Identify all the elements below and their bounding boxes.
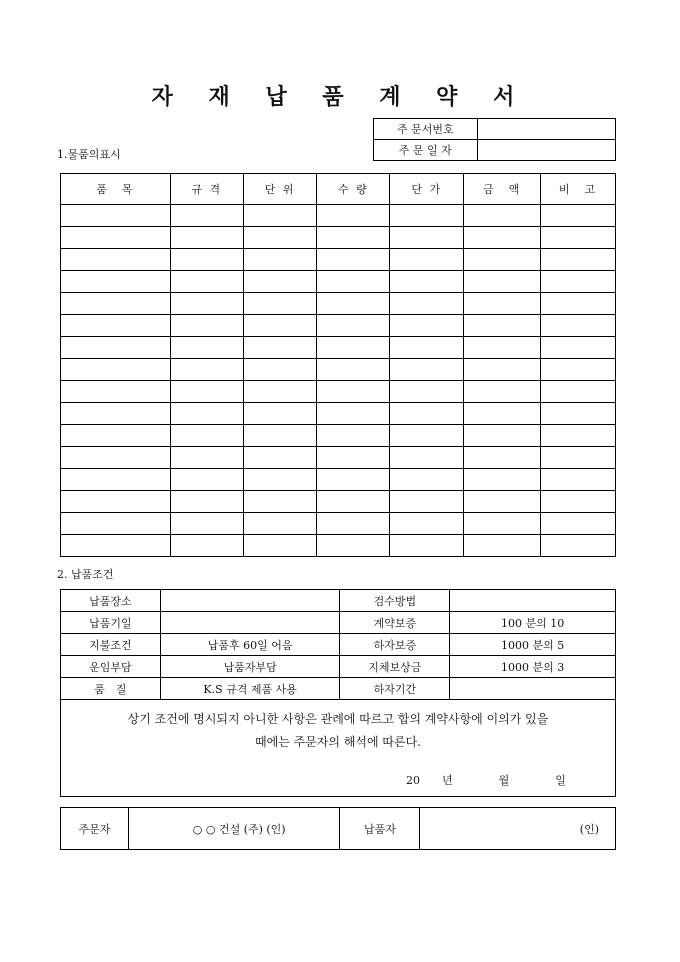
condition-label: 품 질 [61, 678, 161, 700]
table-row [61, 205, 616, 227]
table-cell[interactable] [541, 535, 616, 557]
table-row [61, 359, 616, 381]
table-row [61, 337, 616, 359]
table-cell[interactable] [243, 249, 317, 271]
condition-label: 납품장소 [61, 590, 161, 612]
table-cell[interactable] [541, 249, 616, 271]
table-cell[interactable] [61, 271, 171, 293]
table-cell[interactable] [541, 315, 616, 337]
table-cell[interactable] [464, 535, 541, 557]
table-cell[interactable] [61, 227, 171, 249]
supplier-label: 납품자 [340, 808, 420, 850]
table-row [61, 293, 616, 315]
table-cell[interactable] [390, 447, 464, 469]
table-cell[interactable] [464, 403, 541, 425]
table-cell[interactable] [390, 513, 464, 535]
header-quantity: 수 량 [317, 174, 390, 205]
table-cell[interactable] [317, 227, 390, 249]
condition-row [61, 634, 616, 656]
condition-row [61, 678, 616, 700]
supplier-value[interactable]: (인) [420, 808, 616, 850]
table-cell[interactable] [243, 535, 317, 557]
table-cell[interactable] [317, 535, 390, 557]
contract-date [406, 772, 566, 788]
table-cell[interactable] [464, 447, 541, 469]
table-cell[interactable] [541, 381, 616, 403]
items-header-row [61, 174, 616, 205]
table-cell[interactable] [464, 249, 541, 271]
table-cell[interactable] [170, 381, 243, 403]
condition-value[interactable] [160, 590, 340, 612]
terms-note-line1: 상기 조건에 명시되지 아니한 사항은 관례에 따르고 합의 계약사항에 이의가 있을 [127, 712, 549, 726]
table-cell[interactable] [390, 205, 464, 227]
orderer-value[interactable]: ○ ○ 건설 (주) (인) [128, 808, 340, 850]
condition-value[interactable]: 1000 분의 5 [450, 634, 616, 656]
table-cell[interactable] [61, 513, 171, 535]
table-cell[interactable] [243, 227, 317, 249]
header-amount: 금 액 [464, 174, 541, 205]
table-cell[interactable] [243, 403, 317, 425]
table-cell[interactable] [317, 205, 390, 227]
table-cell[interactable] [541, 205, 616, 227]
table-cell[interactable] [61, 469, 171, 491]
table-cell[interactable] [317, 491, 390, 513]
table-cell[interactable] [317, 513, 390, 535]
table-cell[interactable] [541, 425, 616, 447]
table-cell[interactable] [61, 359, 171, 381]
table-cell[interactable] [317, 469, 390, 491]
table-cell[interactable] [464, 491, 541, 513]
condition-value[interactable] [450, 678, 616, 700]
table-row [61, 535, 616, 557]
table-row [61, 469, 616, 491]
table-cell[interactable] [317, 403, 390, 425]
table-row [61, 425, 616, 447]
table-cell[interactable] [243, 293, 317, 315]
table-row [61, 271, 616, 293]
table-cell[interactable] [317, 271, 390, 293]
table-cell[interactable] [464, 293, 541, 315]
condition-value[interactable]: 납품자부담 [160, 656, 340, 678]
table-cell[interactable] [243, 315, 317, 337]
condition-label: 계약보증 [340, 612, 450, 634]
table-cell[interactable] [170, 403, 243, 425]
condition-label: 지체보상금 [340, 656, 450, 678]
order-number-field[interactable] [477, 119, 615, 140]
signature-table [60, 807, 616, 850]
table-cell[interactable] [170, 205, 243, 227]
table-cell[interactable] [61, 315, 171, 337]
table-cell[interactable] [243, 359, 317, 381]
table-cell[interactable] [170, 227, 243, 249]
table-cell[interactable] [541, 227, 616, 249]
document-title: 자 재 납 품 계 약 서 [151, 84, 529, 110]
table-cell[interactable] [61, 293, 171, 315]
items-table [60, 173, 616, 557]
table-cell[interactable] [170, 513, 243, 535]
table-cell[interactable] [390, 315, 464, 337]
condition-label: 지불조건 [61, 634, 161, 656]
table-cell[interactable] [464, 337, 541, 359]
table-cell[interactable] [390, 249, 464, 271]
table-cell[interactable] [390, 381, 464, 403]
table-cell[interactable] [61, 249, 171, 271]
table-cell[interactable] [61, 535, 171, 557]
table-cell[interactable] [61, 205, 171, 227]
terms-note-row [61, 700, 616, 797]
order-date-label: 주 문 일 자 [374, 140, 478, 161]
table-cell[interactable] [464, 359, 541, 381]
header-unit: 단 위 [243, 174, 317, 205]
table-cell[interactable] [317, 447, 390, 469]
section2-label: 2. 납품조건 [57, 568, 114, 581]
table-cell[interactable] [464, 513, 541, 535]
table-cell[interactable] [390, 227, 464, 249]
table-cell[interactable] [464, 205, 541, 227]
table-cell[interactable] [317, 381, 390, 403]
table-cell[interactable] [541, 337, 616, 359]
table-cell[interactable] [243, 337, 317, 359]
condition-label: 검수방법 [340, 590, 450, 612]
condition-row [61, 612, 616, 634]
order-date-row [374, 140, 616, 161]
table-cell[interactable] [390, 425, 464, 447]
condition-label: 하자보증 [340, 634, 450, 656]
table-cell[interactable] [170, 293, 243, 315]
table-cell[interactable] [170, 535, 243, 557]
table-row [61, 447, 616, 469]
table-cell[interactable] [317, 337, 390, 359]
table-cell[interactable] [390, 469, 464, 491]
condition-label: 운임부담 [61, 656, 161, 678]
header-spec: 규 격 [170, 174, 243, 205]
table-row [61, 249, 616, 271]
table-cell[interactable] [243, 469, 317, 491]
table-cell[interactable] [61, 491, 171, 513]
condition-value[interactable]: 100 분의 10 [450, 612, 616, 634]
table-row [61, 381, 616, 403]
table-cell[interactable] [170, 469, 243, 491]
table-cell[interactable] [464, 315, 541, 337]
table-cell[interactable] [390, 491, 464, 513]
order-info-box [373, 118, 616, 161]
date-year-unit: 년 [442, 774, 453, 787]
table-cell[interactable] [464, 469, 541, 491]
condition-row [61, 590, 616, 612]
table-cell[interactable] [61, 447, 171, 469]
table-cell[interactable] [317, 249, 390, 271]
table-cell[interactable] [541, 359, 616, 381]
condition-value[interactable]: 1000 분의 3 [450, 656, 616, 678]
table-cell[interactable] [390, 359, 464, 381]
header-unit-price: 단 가 [390, 174, 464, 205]
table-cell[interactable] [464, 425, 541, 447]
table-cell[interactable] [464, 381, 541, 403]
table-cell[interactable] [464, 271, 541, 293]
table-cell[interactable] [243, 425, 317, 447]
table-cell[interactable] [390, 271, 464, 293]
table-row [61, 227, 616, 249]
table-cell[interactable] [541, 271, 616, 293]
terms-note-line2: 때에는 주문자의 해석에 따른다. [255, 735, 421, 749]
order-number-row [374, 119, 616, 140]
order-date-field[interactable] [477, 140, 615, 161]
table-cell[interactable] [170, 425, 243, 447]
table-cell[interactable] [170, 249, 243, 271]
table-cell[interactable] [390, 535, 464, 557]
condition-value[interactable]: K.S 규격 제품 사용 [160, 678, 340, 700]
condition-value[interactable] [160, 612, 340, 634]
table-cell[interactable] [390, 293, 464, 315]
terms-note [61, 700, 616, 797]
table-cell[interactable] [317, 315, 390, 337]
order-number-label: 주 문서번호 [374, 119, 478, 140]
table-row [61, 315, 616, 337]
table-row [61, 403, 616, 425]
table-cell[interactable] [170, 491, 243, 513]
condition-value[interactable]: 납품후 60일 어음 [160, 634, 340, 656]
table-row [61, 491, 616, 513]
orderer-label: 주문자 [61, 808, 129, 850]
table-cell[interactable] [317, 425, 390, 447]
items-body [61, 205, 616, 557]
table-cell[interactable] [170, 447, 243, 469]
condition-row [61, 656, 616, 678]
table-cell[interactable] [61, 403, 171, 425]
table-cell[interactable] [243, 491, 317, 513]
table-cell[interactable] [170, 315, 243, 337]
date-month-unit: 월 [498, 774, 510, 787]
table-cell[interactable] [243, 513, 317, 535]
table-cell[interactable] [61, 381, 171, 403]
table-cell[interactable] [317, 359, 390, 381]
table-cell[interactable] [390, 403, 464, 425]
table-cell[interactable] [243, 381, 317, 403]
table-cell[interactable] [541, 403, 616, 425]
section1-label: 1.물품의표시 [57, 148, 121, 161]
table-row [61, 513, 616, 535]
table-cell[interactable] [61, 337, 171, 359]
table-cell[interactable] [243, 271, 317, 293]
table-cell[interactable] [243, 205, 317, 227]
condition-label: 납품기일 [61, 612, 161, 634]
table-cell[interactable] [541, 513, 616, 535]
table-cell[interactable] [541, 491, 616, 513]
table-cell[interactable] [61, 425, 171, 447]
table-cell[interactable] [541, 293, 616, 315]
signature-row [61, 808, 616, 850]
table-cell[interactable] [464, 227, 541, 249]
table-cell[interactable] [170, 337, 243, 359]
date-year: 20 [406, 774, 420, 787]
table-cell[interactable] [170, 359, 243, 381]
header-remarks: 비 고 [541, 174, 616, 205]
table-cell[interactable] [541, 447, 616, 469]
table-cell[interactable] [317, 293, 390, 315]
header-item: 품 목 [61, 174, 171, 205]
table-cell[interactable] [243, 447, 317, 469]
table-cell[interactable] [170, 271, 243, 293]
conditions-table [60, 589, 616, 797]
table-cell[interactable] [541, 469, 616, 491]
date-day-unit: 일 [555, 774, 566, 787]
condition-value[interactable] [450, 590, 616, 612]
condition-label: 하자기간 [340, 678, 450, 700]
table-cell[interactable] [390, 337, 464, 359]
